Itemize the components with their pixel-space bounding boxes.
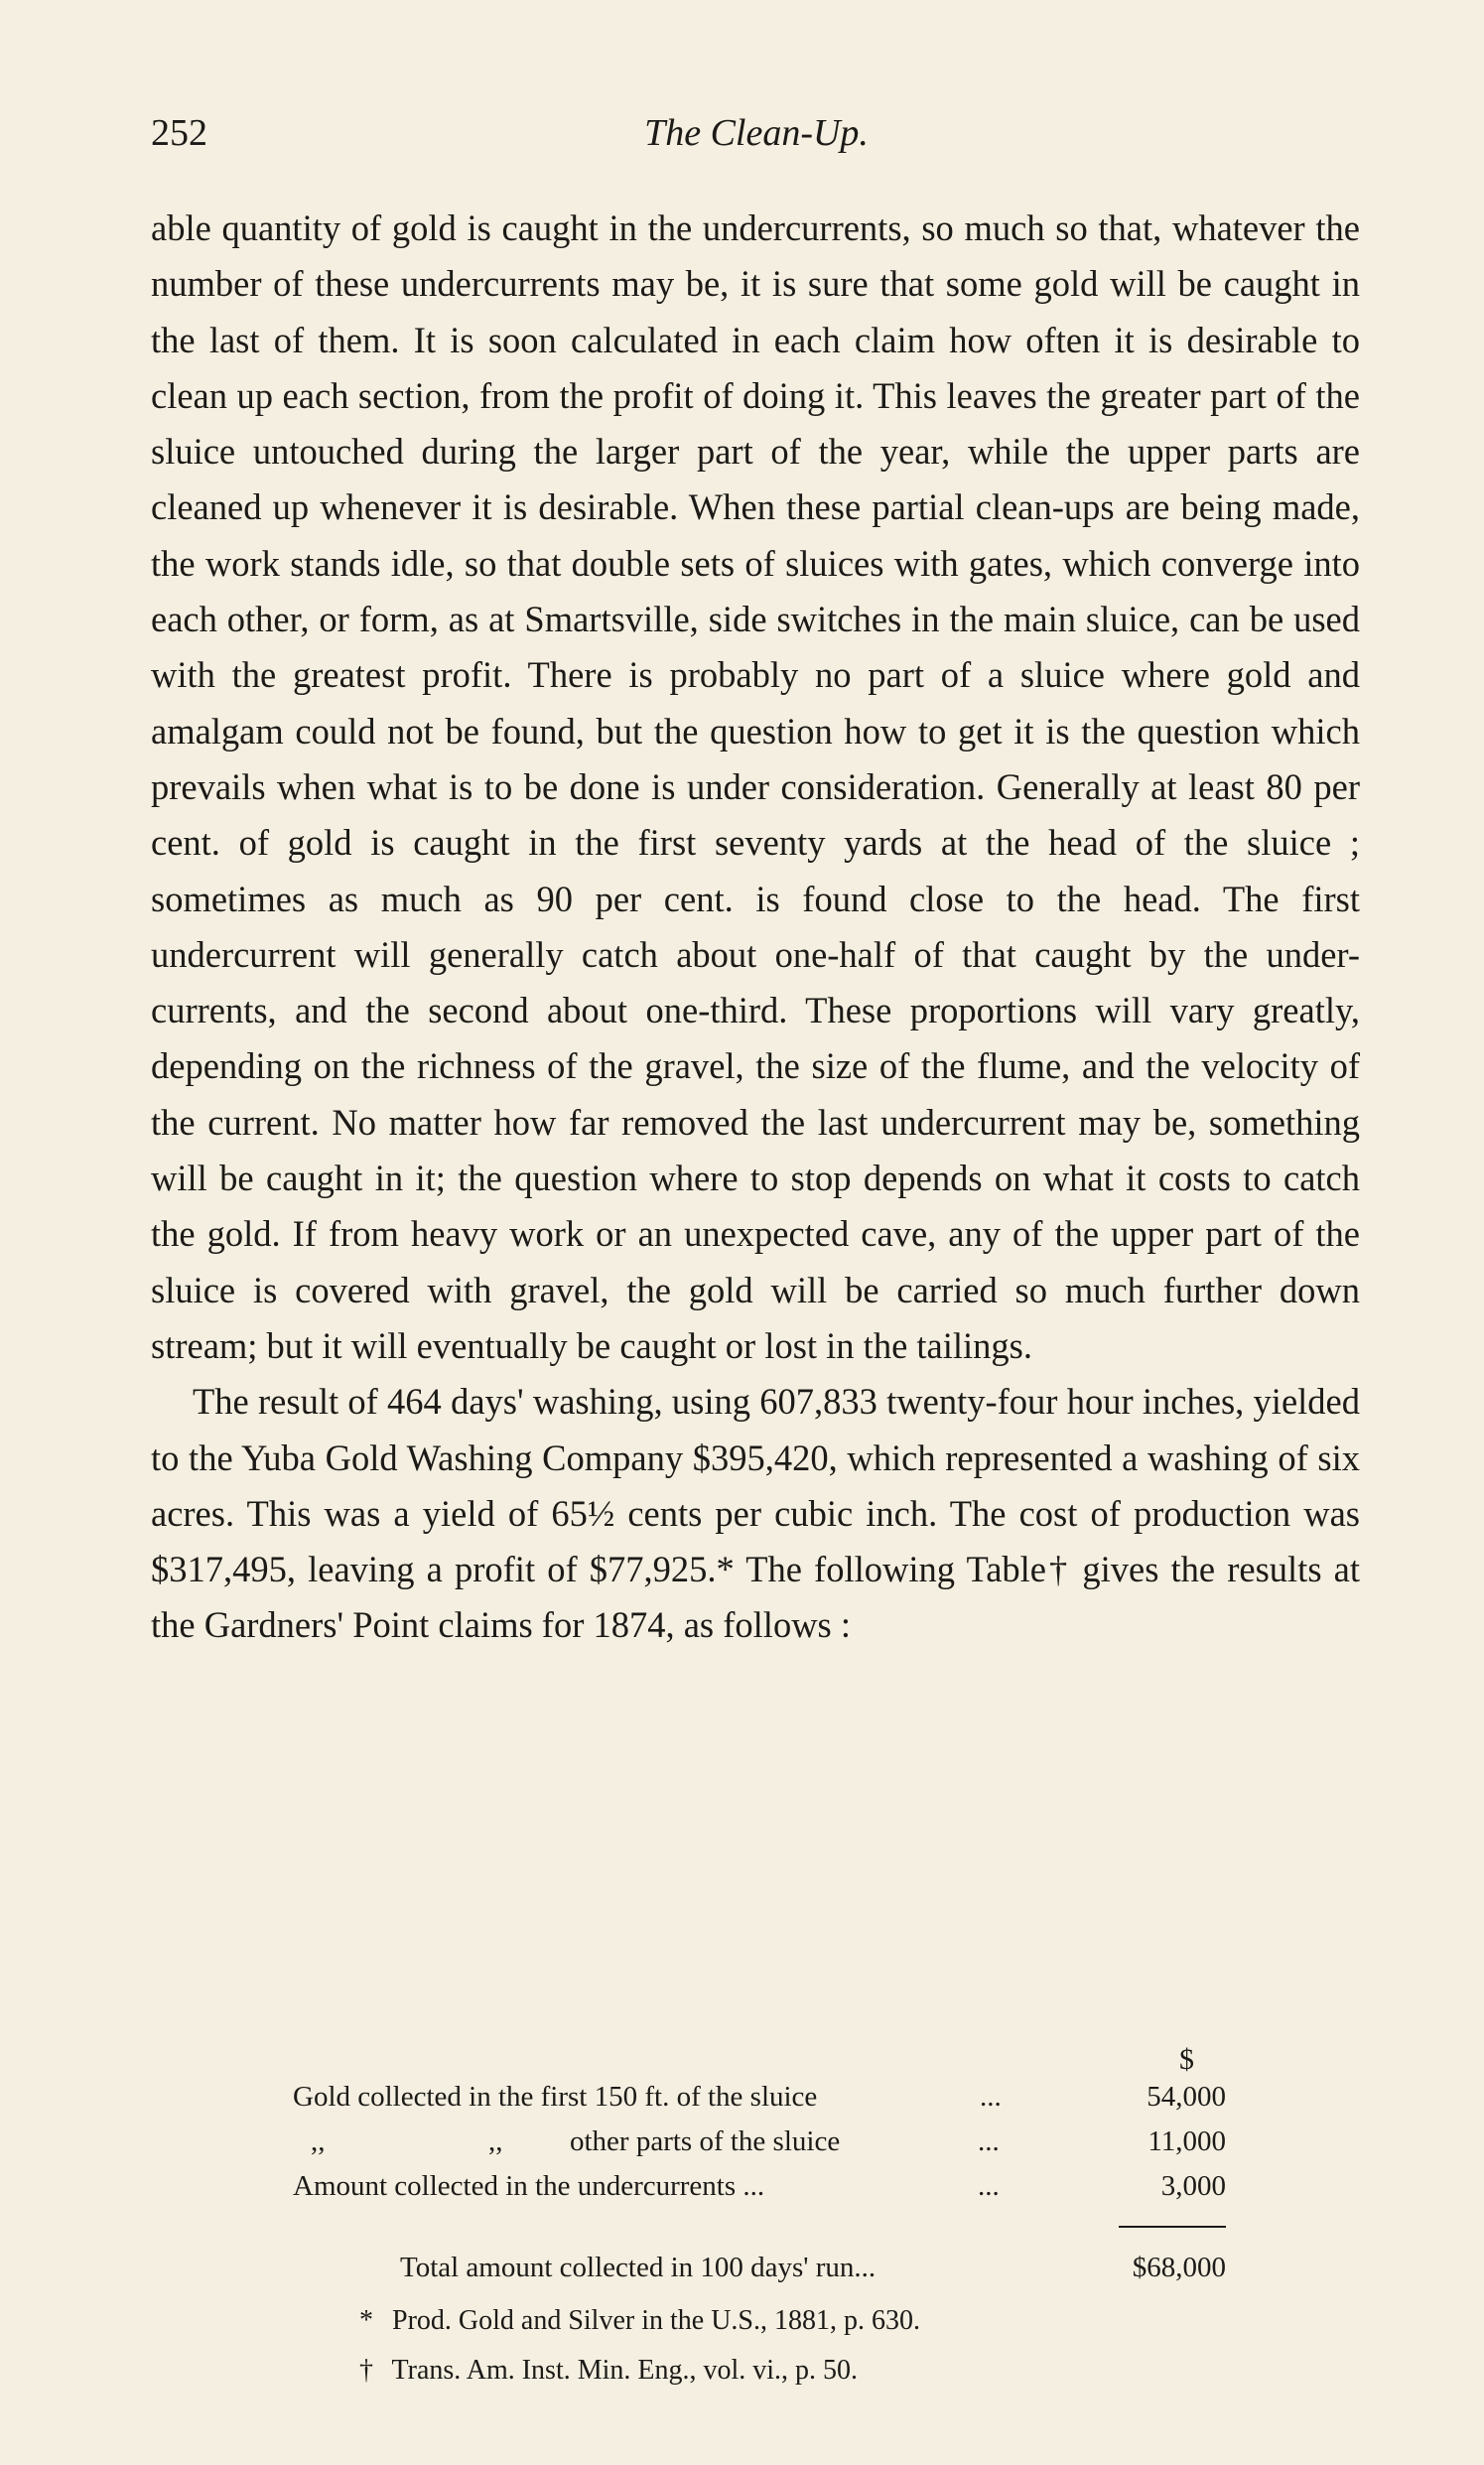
- row-label: Amount collected in the undercurrents ...: [293, 2170, 765, 2202]
- ditto-mark: ,,: [311, 2125, 326, 2157]
- body-text: [151, 201, 1360, 1654]
- row-value: 54,000: [1147, 2081, 1226, 2113]
- row-value: 3,000: [1160, 2170, 1226, 2202]
- page-number: 252: [151, 112, 207, 154]
- table-row: [293, 2120, 1226, 2164]
- footnote-mark: †: [359, 2355, 373, 2386]
- ditto-mark: ,,: [488, 2125, 503, 2157]
- footnote-text: Prod. Gold and Silver in the U.S., 1881, p. 630.: [392, 2305, 920, 2336]
- footnotes: [359, 2296, 920, 2396]
- page-header: [151, 111, 1362, 171]
- table-row: [293, 2075, 1226, 2120]
- currency-header: [293, 2035, 1226, 2075]
- footnote-text: Trans. Am. Inst. Min. Eng., vol. vi., p. 50.: [391, 2355, 859, 2386]
- footnote: [359, 2296, 920, 2346]
- running-title: The Clean-Up.: [644, 112, 869, 154]
- paragraph: The result of 464 days' washing, using 607,833 twenty-four hour inches, yielded to the Yuba Gold Washing Company $395,420, which represented a washing of six acres. This was a yield of 65½ cents per cubic inch. The cost of production was $317,495, leaving a profit of $77,925.* The following Table† gives the results at the Gardners' Point claims for 1874, as follows :: [151, 1381, 1360, 1646]
- table-row: [293, 2164, 1226, 2209]
- footnote-mark: *: [359, 2305, 373, 2336]
- row-dots: ...: [980, 2081, 1002, 2113]
- row-label: other parts of the sluice: [570, 2125, 841, 2157]
- footnote: [359, 2346, 920, 2396]
- row-dots: ...: [978, 2170, 1000, 2202]
- paragraph: able quantity of gold is caught in the undercurrents, so much so that, whatever the number of these undercurrents may be, it is sure that some gold will be caught in the last of them. It is soon calculated in each claim how often it is desirable to clean up each section, from the profit of doing it. This leaves the greater part of the sluice untouched during the larger part of the year, while the upper parts are cleaned up whenever it is desirable. When these partial clean-ups are being made, the work stands idle, so that double sets of sluices with gates, which converge into each other, or form, as at Smartsville, side switches in the main sluice, can be used with the greatest profit. There is probably no part of a sluice where gold and amalgam could not be found, but the question how to get it is the question which prevails when what is to be done is under consideration. Generally at least 80 per cent. of gold is caught in the first seventy yards at the head of the sluice ; sometimes as much as 90 per cent. is found close to the head. The first undercurrent will generally catch about one-half of that caught by the under-currents, and the second about one-third. These proportions will vary greatly, depending on the richness of the gravel, the size of the flume, and the velocity of the current. No matter how far removed the last undercurrent may be, something will be caught in it; the question where to stop depends on what it costs to catch the gold. If from heavy work or an unexpected cave, any of the upper part of the sluice is covered with gravel, the gold will be carried so much further down stream; but it will eventually be caught or lost in the tailings.: [151, 207, 1360, 1366]
- currency-symbol: $: [1179, 2043, 1194, 2076]
- total-label: Total amount collected in 100 days' run...: [400, 2252, 877, 2283]
- row-dots: ...: [978, 2125, 1000, 2157]
- total-value: $68,000: [1132, 2252, 1226, 2283]
- gold-collection-table: [293, 2035, 1226, 2283]
- total-row: [293, 2246, 1226, 2293]
- row-label: Gold collected in the first 150 ft. of the sluice: [293, 2081, 818, 2113]
- row-value: 11,000: [1147, 2125, 1226, 2157]
- sum-rule: [1119, 2226, 1226, 2228]
